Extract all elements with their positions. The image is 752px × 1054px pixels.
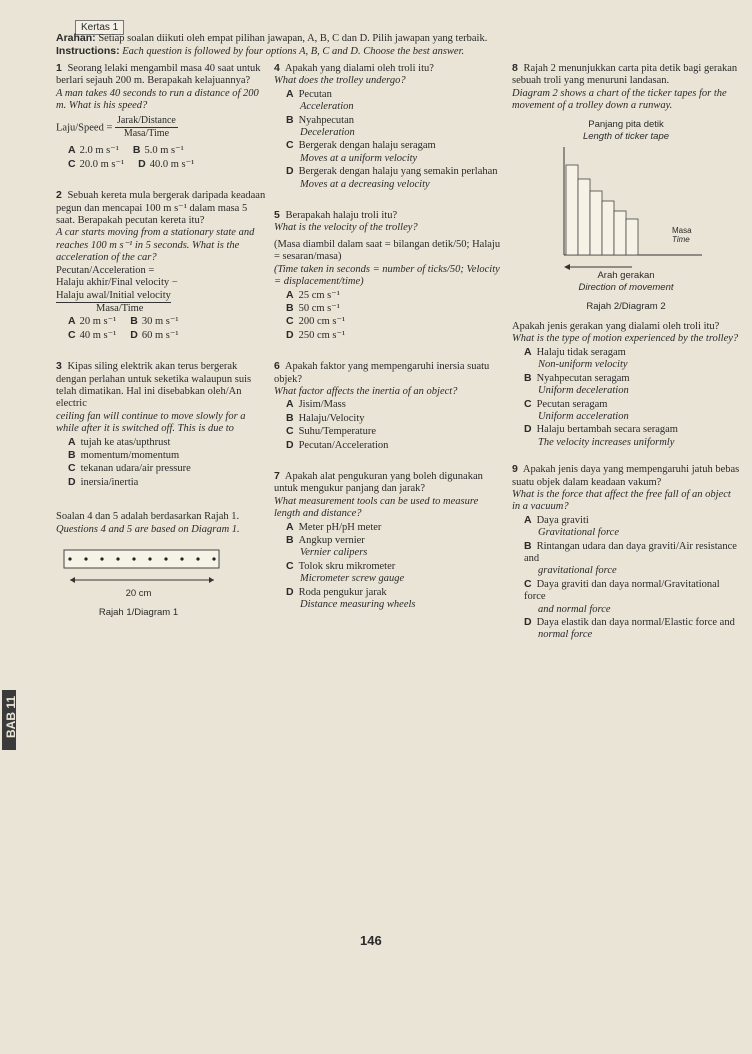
question-text-ms: Kipas siling elektrik akan terus bergerak dengan perlahan untuk seketika walaupun suis telah dimatikan. Hal ini disebabkan oleh/An electric xyxy=(56,361,252,410)
option-d[interactable]: D Halaju bertambah secara seragam The velocity increases uniformly xyxy=(524,423,678,448)
formula-numerator: Jarak/Distance xyxy=(115,115,178,128)
option-a[interactable]: A tujah ke atas/upthrust xyxy=(68,435,171,448)
formula-line-4: Masa/Time xyxy=(96,302,144,314)
options-row-1 xyxy=(56,315,266,328)
option-a[interactable]: A Pecutan Acceleration xyxy=(286,87,354,113)
question-text-ms: Berapakah halaju troli itu? xyxy=(285,210,398,222)
diagram-1-intro-en: Questions 4 and 5 are based on Diagram 1. xyxy=(56,523,240,535)
option-b[interactable]: B Nyahpecutan seragam Uniform deceleration xyxy=(524,371,630,397)
question-text-en: What measurement tools can be used to measure length and distance? xyxy=(274,495,479,520)
option-d[interactable]: D Roda pengukur jarak Distance measuring wheels xyxy=(286,585,416,611)
option-d[interactable]: D 60 m s⁻¹ xyxy=(130,328,179,341)
diagram-1-caption: Rajah 1/Diagram 1 xyxy=(98,606,179,618)
note-ms: (Masa diambil dalam saat = bilangan detik/50; Halaju = sesaran/masa) xyxy=(274,238,501,263)
question-text-en: What does the trolley undergo? xyxy=(274,75,406,87)
option-b[interactable]: B 5.0 m s⁻¹ xyxy=(132,144,184,157)
question-number: 8 xyxy=(512,62,518,74)
question-number: 9 xyxy=(512,463,518,476)
axis-label-ms: Masa xyxy=(672,225,692,235)
option-c[interactable]: C 20.0 m s⁻¹ xyxy=(68,157,125,170)
option-b[interactable]: B Nyahpecutan Deceleration xyxy=(286,113,355,139)
question-text-ms: Sebuah kereta mula bergerak daripada keadaan pegun dan mencapai 100 m s⁻¹ dalam masa 5 saat. Berapakah pecutan kereta itu? xyxy=(56,190,266,227)
question-text-ms: Apakah faktor yang mempengaruhi inersia suatu objek? xyxy=(274,361,490,385)
question-text-en: ceiling fan will continue to move slowly for a while after it is switched off. This is due to xyxy=(56,410,246,435)
column-3 xyxy=(512,62,740,652)
formula-line-2: Halaju akhir/Final velocity − xyxy=(56,277,178,289)
question-text-en: What factor affects the inertia of an object? xyxy=(274,385,458,397)
option-d[interactable]: D 40.0 m s⁻¹ xyxy=(138,157,195,170)
question-1 xyxy=(56,62,266,171)
instructions-text: Each question is followed by four options A, B, C and D. Choose the best answer. xyxy=(122,46,465,57)
option-d[interactable]: D 250 cm s⁻¹ xyxy=(286,328,346,341)
q8-stem-ms: Apakah jenis gerakan yang dialami oleh troli itu? xyxy=(512,321,720,333)
options-row-2 xyxy=(56,158,266,171)
column-2 xyxy=(274,62,504,621)
question-text-ms: Apakah alat pengukuran yang boleh digunakan untuk mengukur panjang dan jarak? xyxy=(274,470,483,495)
option-b[interactable]: B 30 m s⁻¹ xyxy=(130,315,179,328)
note-en: (Time taken in seconds = number of ticks/50; Velocity = displacement/time) xyxy=(274,263,500,288)
tape-strips xyxy=(566,165,638,255)
formula-fraction xyxy=(115,115,178,141)
option-a[interactable]: A Halaju tidak seragam Non-uniform velocity xyxy=(524,345,628,371)
option-b[interactable]: B Angkup vernier Vernier calipers xyxy=(286,534,368,559)
option-a[interactable]: A 20 m s⁻¹ xyxy=(68,315,117,328)
question-number: 2 xyxy=(56,189,62,202)
question-3 xyxy=(56,360,266,489)
formula-line-1: Pecutan/Acceleration = xyxy=(56,264,155,276)
chart-title-ms: Panjang pita detik xyxy=(588,118,664,130)
question-text-en: A man takes 40 seconds to run a distance of 200 m. What is his speed? xyxy=(56,87,259,112)
question-text-en: What is the velocity of the trolley? xyxy=(274,222,418,234)
measure-arrow-right xyxy=(209,577,214,583)
option-b[interactable]: B momentum/momentum xyxy=(68,448,180,461)
question-number: 5 xyxy=(274,209,280,222)
option-a[interactable]: A Jisim/Mass xyxy=(286,398,346,411)
option-b[interactable]: B 50 cm s⁻¹ xyxy=(286,301,340,314)
question-number: 4 xyxy=(274,62,280,74)
options-row-2 xyxy=(56,329,266,342)
option-a[interactable]: A Meter pH/pH meter xyxy=(286,520,382,533)
option-d[interactable]: D Pecutan/Acceleration xyxy=(286,438,389,451)
option-c[interactable]: C Daya graviti dan daya normal/Gravitational force and normal force xyxy=(524,577,720,615)
direction-ms: Arah gerakan xyxy=(597,269,655,281)
option-c[interactable]: C tekanan udara/air pressure xyxy=(68,462,191,475)
option-c[interactable]: C 40 m s⁻¹ xyxy=(68,328,117,341)
formula-line-3: Halaju awal/Initial velocity xyxy=(56,290,171,303)
option-d[interactable]: D Daya elastik dan daya normal/Elastic force and normal force xyxy=(524,616,735,641)
formula-left: Laju/Speed = xyxy=(56,121,113,133)
formula-denominator: Masa/Time xyxy=(123,128,170,140)
paper-tab: Kertas 1 xyxy=(75,20,124,35)
question-6 xyxy=(274,360,504,452)
question-number: 3 xyxy=(56,360,62,373)
direction-arrow xyxy=(564,264,570,270)
measure-arrow-left xyxy=(70,577,75,583)
q8-stem-en: What is the type of motion experienced by the trolley? xyxy=(512,333,739,345)
diagram-1-intro-ms: Soalan 4 dan 5 adalah berdasarkan Rajah 1. xyxy=(56,511,240,523)
diagram-1-intro xyxy=(56,511,266,536)
axis-label-en: Time xyxy=(672,234,690,244)
ticker-chart-svg xyxy=(512,143,712,273)
question-text-en: What is the force that affect the free fall of an object in a vacuum? xyxy=(512,488,731,513)
option-a[interactable]: A 25 cm s⁻¹ xyxy=(286,288,340,301)
question-2 xyxy=(56,189,266,342)
page-number: 146 xyxy=(360,933,382,948)
question-text-en: A car starts moving from a stationary state and reaches 100 m s⁻¹ in 5 seconds. What is the acceleration of the car? xyxy=(56,227,255,264)
instructions-label: Instructions: xyxy=(56,45,120,57)
question-5 xyxy=(274,209,504,342)
option-c[interactable]: C 200 cm s⁻¹ xyxy=(286,315,346,328)
option-c[interactable]: C Bergerak dengan halaju seragam Moves at a uniform velocity xyxy=(286,139,436,164)
question-text-en: Diagram 2 shows a chart of the ticker tapes for the movement of a trolley down a runway. xyxy=(512,87,727,112)
question-7 xyxy=(274,470,504,611)
chapter-label: BAB 11 xyxy=(4,695,19,739)
question-text-ms: Rajah 2 menunjukkan carta pita detik bagi gerakan sebuah troli yang menuruni landasan. xyxy=(512,63,738,87)
option-c[interactable]: C Suhu/Temperature xyxy=(286,425,377,438)
question-text-ms: Apakah yang dialami oleh troli itu? xyxy=(284,63,434,74)
arahan-label: Arahan: xyxy=(56,32,96,44)
instructions xyxy=(56,32,736,58)
option-c[interactable]: C Pecutan seragam Uniform acceleration xyxy=(524,397,629,422)
direction-en: Direction of movement xyxy=(578,282,674,294)
chart-title-en: Length of ticker tape xyxy=(582,131,670,143)
speed-formula xyxy=(56,115,266,141)
option-b[interactable]: B Halaju/Velocity xyxy=(286,411,365,424)
option-a[interactable]: A 2.0 m s⁻¹ xyxy=(68,144,119,157)
diagram-2-caption: Rajah 2/Diagram 2 xyxy=(586,300,666,312)
ticker-tape-chart xyxy=(512,119,740,313)
option-b[interactable]: B Rintangan udara dan daya graviti/Air resistance and gravitational force xyxy=(524,539,737,577)
question-9 xyxy=(512,463,740,642)
axis-label xyxy=(672,226,740,244)
column-1 xyxy=(56,62,266,621)
measure-label: 20 cm xyxy=(125,588,152,600)
question-text-ms: Apakah jenis daya yang mempengaruhi jatuh bebas suatu objek dalam keadaan vakum? xyxy=(512,464,740,488)
question-number: 6 xyxy=(274,360,280,373)
question-4 xyxy=(274,62,504,191)
arahan-text: Setiap soalan diikuti oleh empat pilihan jawapan, A, B, C dan D. Pilih jawapan yang terbaik. xyxy=(98,33,488,44)
ticker-tape-diagram-1 xyxy=(56,544,266,619)
question-number: 1 xyxy=(56,62,62,74)
option-d[interactable]: D inersia/inertia xyxy=(68,475,139,488)
question-number: 7 xyxy=(274,469,280,482)
option-a[interactable]: A Daya graviti Gravitational force xyxy=(524,513,619,539)
options-row-1 xyxy=(56,144,266,157)
ticker-tape-svg xyxy=(56,544,261,604)
question-8 xyxy=(512,62,740,449)
option-c[interactable]: C Tolok skru mikrometer Micrometer screw gauge xyxy=(286,559,405,585)
chapter-side-tab xyxy=(2,690,28,750)
question-text-ms: Seorang lelaki mengambil masa 40 saat untuk berlari sejauh 200 m. Berapakah kelajuannya? xyxy=(56,63,261,87)
option-d[interactable]: D Bergerak dengan halaju yang semakin perlahan Moves at a decreasing velocity xyxy=(286,165,498,190)
